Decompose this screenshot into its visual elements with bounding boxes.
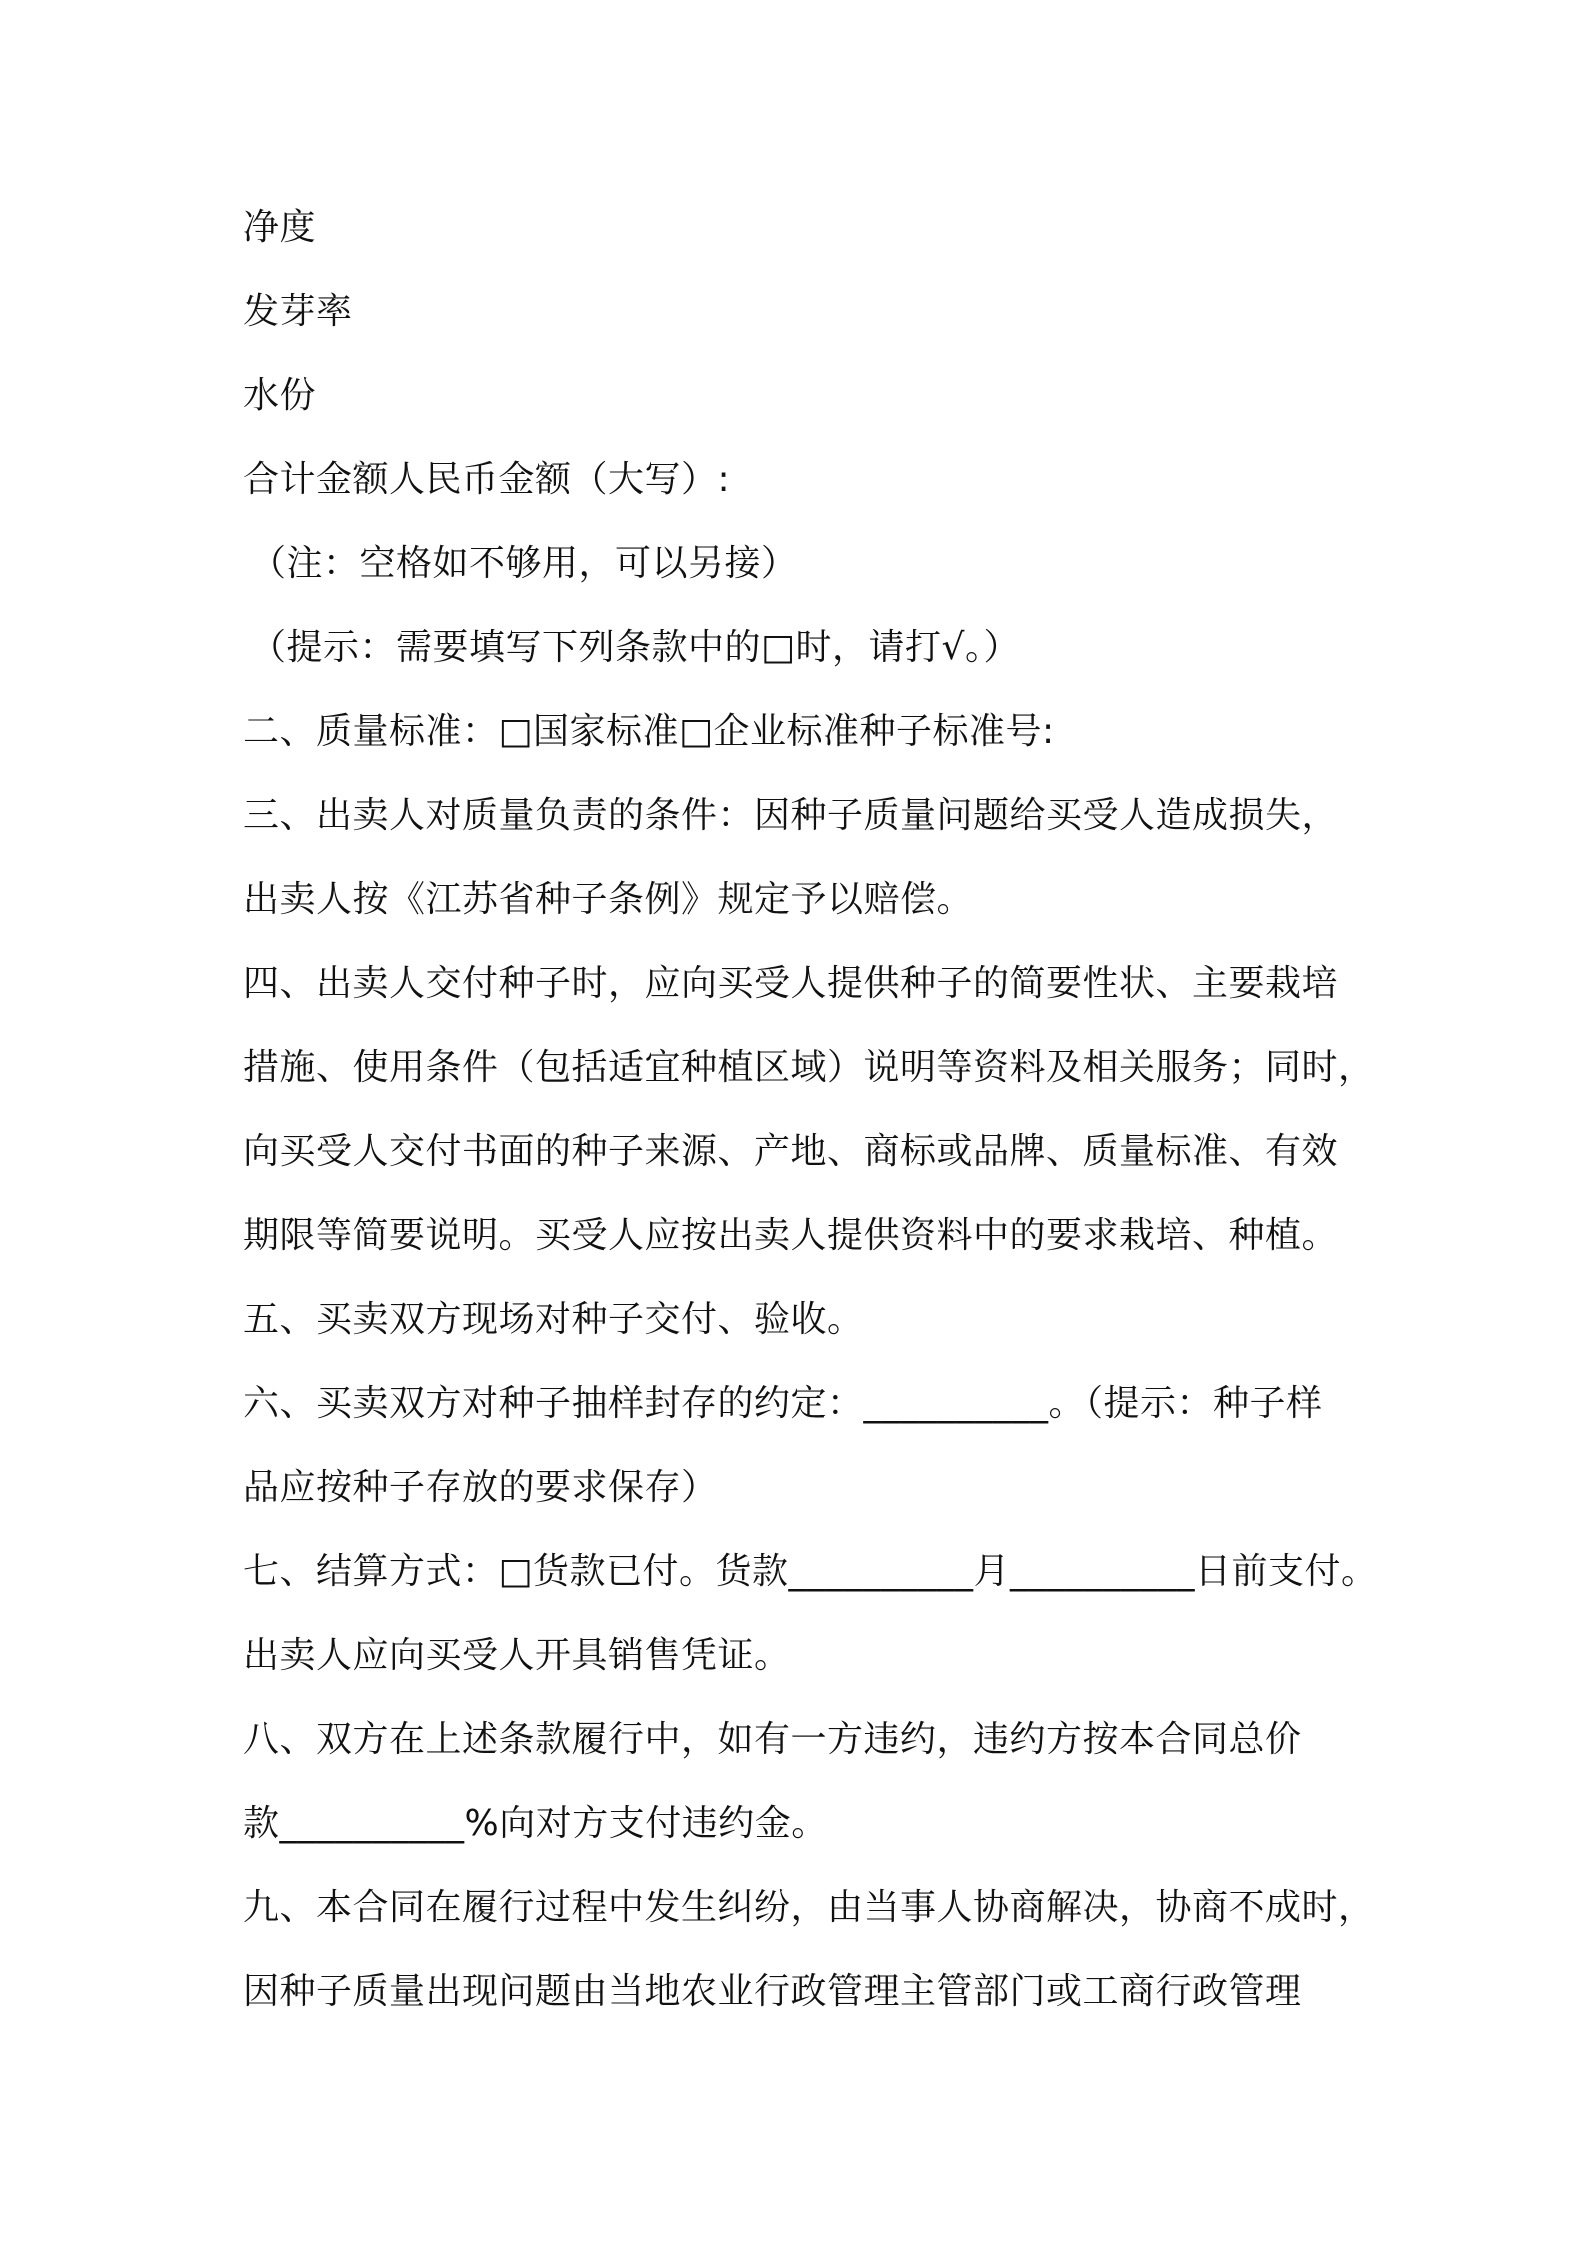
clause-6-line-2: 品应按种子存放的要求保存） [243, 1467, 718, 1508]
clause-5: 五、买卖双方现场对种子交付、验收。 [243, 1299, 864, 1340]
clause-4-line-2: 措施、使用条件（包括适宜种植区域）说明等资料及相关服务；同时， [243, 1047, 1375, 1088]
clause-3-line-2: 出卖人按《江苏省种子条例》规定予以赔偿。 [243, 879, 974, 920]
text-line-purity: 净度 [243, 207, 317, 248]
clause-3-line-1: 三、出卖人对质量负责的条件：因种子质量问题给买受人造成损失， [243, 795, 1339, 836]
clause-4-line-3: 向买受人交付书面的种子来源、产地、商标或品牌、质量标准、有效 [243, 1131, 1339, 1172]
text-line-germination-rate: 发芽率 [243, 291, 353, 332]
text-line-hint: （提示：需要填写下列条款中的□时，请打√。） [250, 627, 1020, 668]
text-line-note: （注：空格如不够用，可以另接） [250, 543, 798, 584]
clause-8-line-2: 款__________%向对方支付违约金。 [243, 1803, 828, 1844]
clause-7-line-1: 七、结算方式：□货款已付。货款__________月__________日前支付。 [243, 1551, 1378, 1592]
clause-2-quality-standard: 二、质量标准：□国家标准□企业标准种子标准号: [243, 711, 1055, 752]
clause-9-line-2: 因种子质量出现问题由当地农业行政管理主管部门或工商行政管理 [243, 1971, 1302, 2012]
clause-9-line-1: 九、本合同在履行过程中发生纠纷，由当事人协商解决，协商不成时， [243, 1887, 1375, 1928]
clause-8-line-1: 八、双方在上述条款履行中，如有一方违约，违约方按本合同总价 [243, 1719, 1302, 1760]
clause-6-line-1: 六、买卖双方对种子抽样封存的约定：__________。（提示：种子样 [243, 1383, 1323, 1424]
clause-4-line-1: 四、出卖人交付种子时，应向买受人提供种子的简要性状、主要栽培 [243, 963, 1339, 1004]
clause-7-line-2: 出卖人应向买受人开具销售凭证。 [243, 1635, 791, 1676]
text-line-total-amount: 合计金额人民币金额（大写）: [243, 459, 731, 500]
clause-4-line-4: 期限等简要说明。买受人应按出卖人提供资料中的要求栽培、种植。 [243, 1215, 1339, 1256]
text-line-moisture: 水份 [243, 375, 317, 416]
